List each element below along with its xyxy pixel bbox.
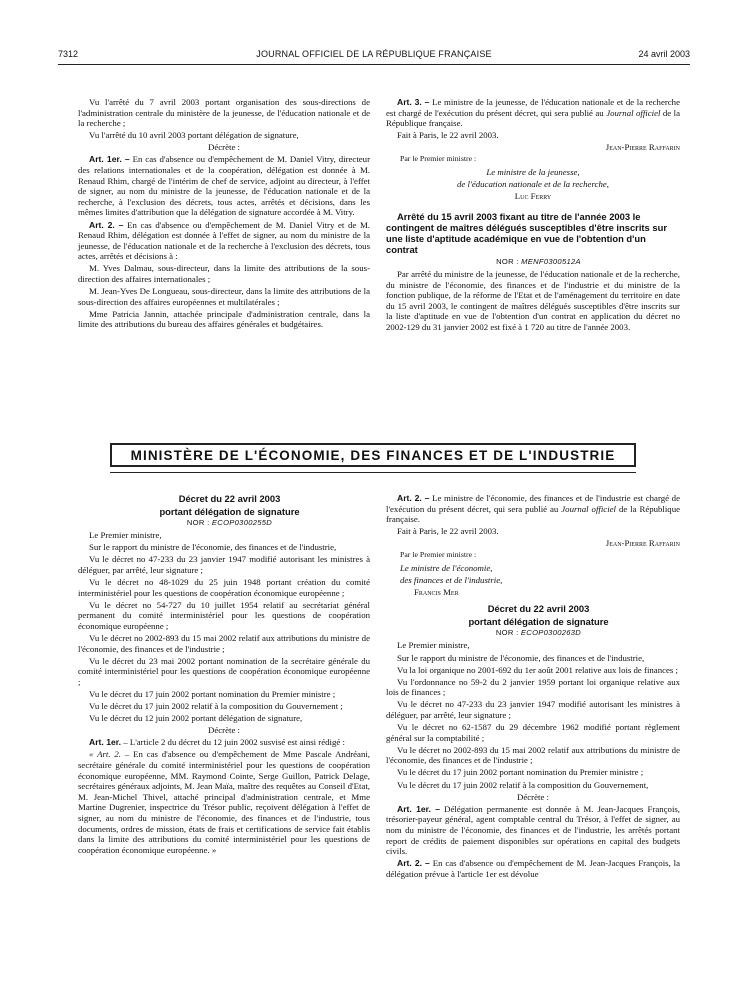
paragraph: Vu l'arrêté du 10 avril 2003 portant délégation de signature, (89, 130, 299, 141)
paragraph: Vu le décret du 23 mai 2002 portant nomination de la secrétaire générale du comité interministériel pour les questions de coopération économique européenne ; (78, 655, 370, 687)
article-2 (386, 493, 680, 525)
minister-title: Le ministre de la jeunesse, (486, 166, 580, 177)
article-label: Art. 1er. – (397, 803, 440, 814)
par-le-premier-ministre: Par le Premier ministre : (400, 154, 477, 164)
decree-subtitle: portant délégation de signature (159, 505, 300, 517)
decree-title: Décret du 22 avril 2003 (178, 493, 281, 504)
paragraph: Le Premier ministre, (397, 640, 470, 651)
paragraph: Vu le décret du 17 juin 2002 portant nomination du Premier ministre ; (89, 688, 336, 699)
decrete-heading: Décrète : (208, 142, 240, 153)
article-text: – L'article 2 du décret du 12 juin 2002 susvisé est ainsi rédigé : (123, 737, 345, 748)
par-le-premier-ministre: Par le Premier ministre : (400, 550, 477, 560)
nor-reference (386, 628, 680, 639)
nor-label: NOR : (495, 628, 519, 638)
paragraph: M. Jean-Yves De Longueau, sous-directeur, dans la limite des attributions de la sous-direction des affaires européennes et multilatérales ; (78, 286, 370, 307)
article-label: Art. 1er. (89, 737, 122, 748)
paragraph: Vu le décret no 2002-893 du 15 mai 2002 relatif aux attributions du ministre de l'économie, des finances et de l'industrie ; (386, 744, 680, 766)
paragraph: Vu le décret no 62-1587 du 29 décembre 1962 modifié portant règlement général sur la comptabilité ; (386, 722, 680, 743)
article-label: Art. 2. – (397, 858, 430, 869)
paragraph: Vu l'ordonnance no 59-2 du 2 janvier 1959 portant loi organique relative aux lois de finances ; (386, 676, 680, 698)
article-2 (78, 220, 370, 262)
ministry-rule (110, 472, 636, 473)
paragraph: Mme Patricia Jannin, attachée principale d'administration centrale, dans la limite des attributions du bureau des affaires générales et budgétaires. (78, 308, 370, 330)
header-rule (58, 64, 690, 65)
paragraph: Vu le décret du 17 juin 2002 relatif à la composition du Gouvernement, (397, 779, 649, 790)
journal-name: Journal officiel (561, 503, 616, 514)
article-2 (386, 858, 680, 879)
signer-name: Jean-Pierre Raffarin (605, 538, 680, 549)
journal-name: Journal officiel (606, 107, 661, 118)
paragraph: M. Yves Dalmau, sous-directeur, dans la limite des attributions de la sous-direction des affaires internationales ; (78, 263, 370, 284)
nor-reference (386, 257, 680, 268)
nor-code: ECOP0300255D (211, 518, 273, 527)
fait-a-paris: Fait à Paris, le 22 avril 2003. (397, 130, 499, 141)
article-1 (78, 154, 370, 218)
paragraph: Le Premier ministre, (89, 530, 162, 541)
paragraph: Vu le décret no 54-727 du 10 juillet 1954 relatif au secrétariat général permanent du comité interministériel pour les questions de coopération économique européenne ; (78, 599, 370, 631)
paragraph: Vu le décret no 47-233 du 23 janvier 1947 modifié autorisant les ministres à déléguer, par arrêté, leur signature ; (386, 699, 680, 720)
decree-subtitle: portant délégation de signature (468, 615, 609, 627)
paragraph: Vu le décret no 48-1029 du 25 juin 1948 portant création du comité interministériel pour les questions de coopération économique européenne ; (78, 576, 370, 598)
top-left-column (78, 97, 370, 331)
quote-label: « Art. 2. – (89, 749, 130, 760)
paragraph: Sur le rapport du ministre de l'économie, des finances et de l'industrie, (89, 542, 337, 553)
paragraph: Vu le décret du 12 juin 2002 portant délégation de signature, (89, 713, 303, 724)
nor-code: ECOP0300263D (520, 628, 582, 638)
minister-title: de l'éducation nationale et de la recherche, (457, 178, 609, 189)
nor-label: NOR : (186, 518, 210, 527)
paragraph: Sur le rapport du ministre de l'économie, des finances et de l'industrie, (397, 652, 645, 663)
article-text: En cas d'absence ou d'empêchement de M. Daniel Vitry, directeur des relations internationales et de la coopération, délégation est donnée à M. Renaud Rhim, chargé de l'intérim de chef de service, adjoint au directeur, à l'effet de signer, au nom du ministre de la jeunesse, de l'éducation nationale et de la recherche, à l'exclusion des décrets, tous actes, arrêtés et décisions, dans les mêmes limites d'attribution que la délégation de signature accordée à M. Vitry. (78, 154, 370, 218)
quote-text: En cas d'absence ou d'empêchement de Mme Pascale Andréani, secrétaire générale du comité interministériel pour les questions de coopération économique européenne, MM. Raymond Cointe, Serge Guillon, Patrick Delage, secrétaires généraux adjoints, M. Jean Maïa, maître des requêtes au Conseil d'Etat, M. Jean-Michel Thivel, attaché principal d'administration centrale, et Mme Martine Dugrenier, inspectrice du Trésor public, reçoivent délégation à l'effet de signer, au nom du ministre de l'économie, des finances et de l'industrie, tous documents, ordres de mission, états de frais et certifications de service fait établis dans la limite des attributions du comité interministériel pour les questions de coopération économique européenne. » (78, 749, 370, 855)
decree-title: Décret du 22 avril 2003 (487, 603, 590, 615)
article-label: Art. 3. – (397, 97, 430, 107)
minister-title: Le ministre de l'économie, (400, 562, 493, 573)
decrete-heading: Décrète : (517, 791, 549, 802)
article-label: Art. 2. – (89, 219, 124, 230)
nor-label: NOR : (496, 256, 519, 266)
article-3 (386, 97, 680, 129)
arrete-title: Arrêté du 15 avril 2003 fixant au titre de l'année 2003 le contingent de maîtres délégués susceptibles d'être inscrits sur une liste d'aptitude académique en vue de l'obtention d'un contrat (386, 211, 667, 256)
fait-a-paris: Fait à Paris, le 22 avril 2003. (397, 526, 499, 537)
bottom-right-column (386, 493, 680, 881)
bottom-left-column (78, 493, 370, 857)
minister-name: Francis Mer (414, 586, 459, 597)
nor-reference (78, 518, 370, 529)
journal-title: JOURNAL OFFICIEL DE LA RÉPUBLIQUE FRANÇAISE (256, 49, 492, 59)
ministry-banner: MINISTÈRE DE L'ÉCONOMIE, DES FINANCES ET DE L'INDUSTRIE (110, 443, 636, 467)
article-1 (386, 804, 680, 857)
article-text: En cas d'absence ou d'empêchement de M. Jean-Jacques François, la délégation prévue à l'article 1er est dévolue (386, 858, 680, 879)
minister-name: Luc Ferry (514, 190, 552, 201)
article-text: Le ministre de l'économie, des finances et de l'industrie est chargé de l'exécution du présent décret, qui sera publié au (386, 493, 680, 514)
paragraph: Vu l'arrêté du 7 avril 2003 portant organisation des sous-directions de l'administration centrale du ministère de la jeunesse, de l'éducation nationale et de la recherche ; (78, 97, 370, 129)
article-label: Art. 1er. – (89, 154, 130, 165)
paragraph: Vu le décret no 47-233 du 23 janvier 1947 modifié autorisant les ministres à déléguer, par arrêté, leur signature ; (78, 554, 370, 575)
paragraph: Vu la loi organique no 2001-692 du 1er août 2001 relative aux lois de finances ; (397, 664, 678, 675)
article-text: En cas d'absence ou d'empêchement de M. Daniel Vitry et de M. Renaud Rhim, délégation est donnée à l'effet de signer, au nom du ministre de la jeunesse, de l'éducation nationale et de la recherche à l'exclusion des décrets, tous actes, arrêtés et décisions à : (78, 219, 370, 262)
paragraph: Vu le décret no 2002-893 du 15 mai 2002 relatif aux attributions du ministre de l'économie, des finances et de l'industrie ; (78, 632, 370, 654)
issue-date: 24 avril 2003 (638, 49, 690, 59)
top-right-column (386, 97, 680, 334)
article-text: de la République française. (386, 107, 681, 129)
article-text: Le ministre de la jeunesse, de l'éducation nationale et de la recherche est chargé de l'exécution du présent décret, qui sera publié au (386, 97, 680, 118)
article-label: Art. 2. – (397, 493, 430, 503)
decrete-heading: Décrète : (208, 725, 240, 736)
page-number: 7312 (58, 49, 79, 59)
arrete-body: Par arrêté du ministre de la jeunesse, de l'éducation nationale et de la recherche, du ministre de l'économie, des finances et de l'industrie et du ministre de la fonction publique, de la réforme de l'Etat et de l'aménagement du territoire en date du 15 avril 2003, le contingent de maîtres délégués susceptibles d'être inscrits sur la liste d'aptitude en vue de l'obtention d'un contrat en application du décret no 2002-129 du 31 janvier 2002 est fixé à 1 720 au titre de l'année 2003. (386, 268, 680, 332)
signer-name: Jean-Pierre Raffarin (605, 142, 680, 153)
article-text: de la République française. (386, 503, 681, 525)
quoted-article (78, 749, 370, 855)
article-1 (78, 737, 370, 748)
paragraph: Vu le décret du 17 juin 2002 portant nomination du Premier ministre ; (397, 767, 644, 778)
minister-title: des finances et de l'industrie, (400, 574, 503, 585)
nor-code: MENF0300512A (521, 256, 581, 266)
page-header (58, 49, 690, 63)
paragraph: Vu le décret du 17 juin 2002 relatif à la composition du Gouvernement ; (89, 701, 343, 711)
article-text: Délégation permanente est donnée à M. Jean-Jacques François, trésorier-payeur général, agent comptable central du Trésor, à l'effet de signer, au nom du ministre de l'économie, des finances et de l'industrie, les arrêtés portant report de crédits de paiement disponibles sur opérations en capital des budgets civils. (386, 803, 681, 857)
